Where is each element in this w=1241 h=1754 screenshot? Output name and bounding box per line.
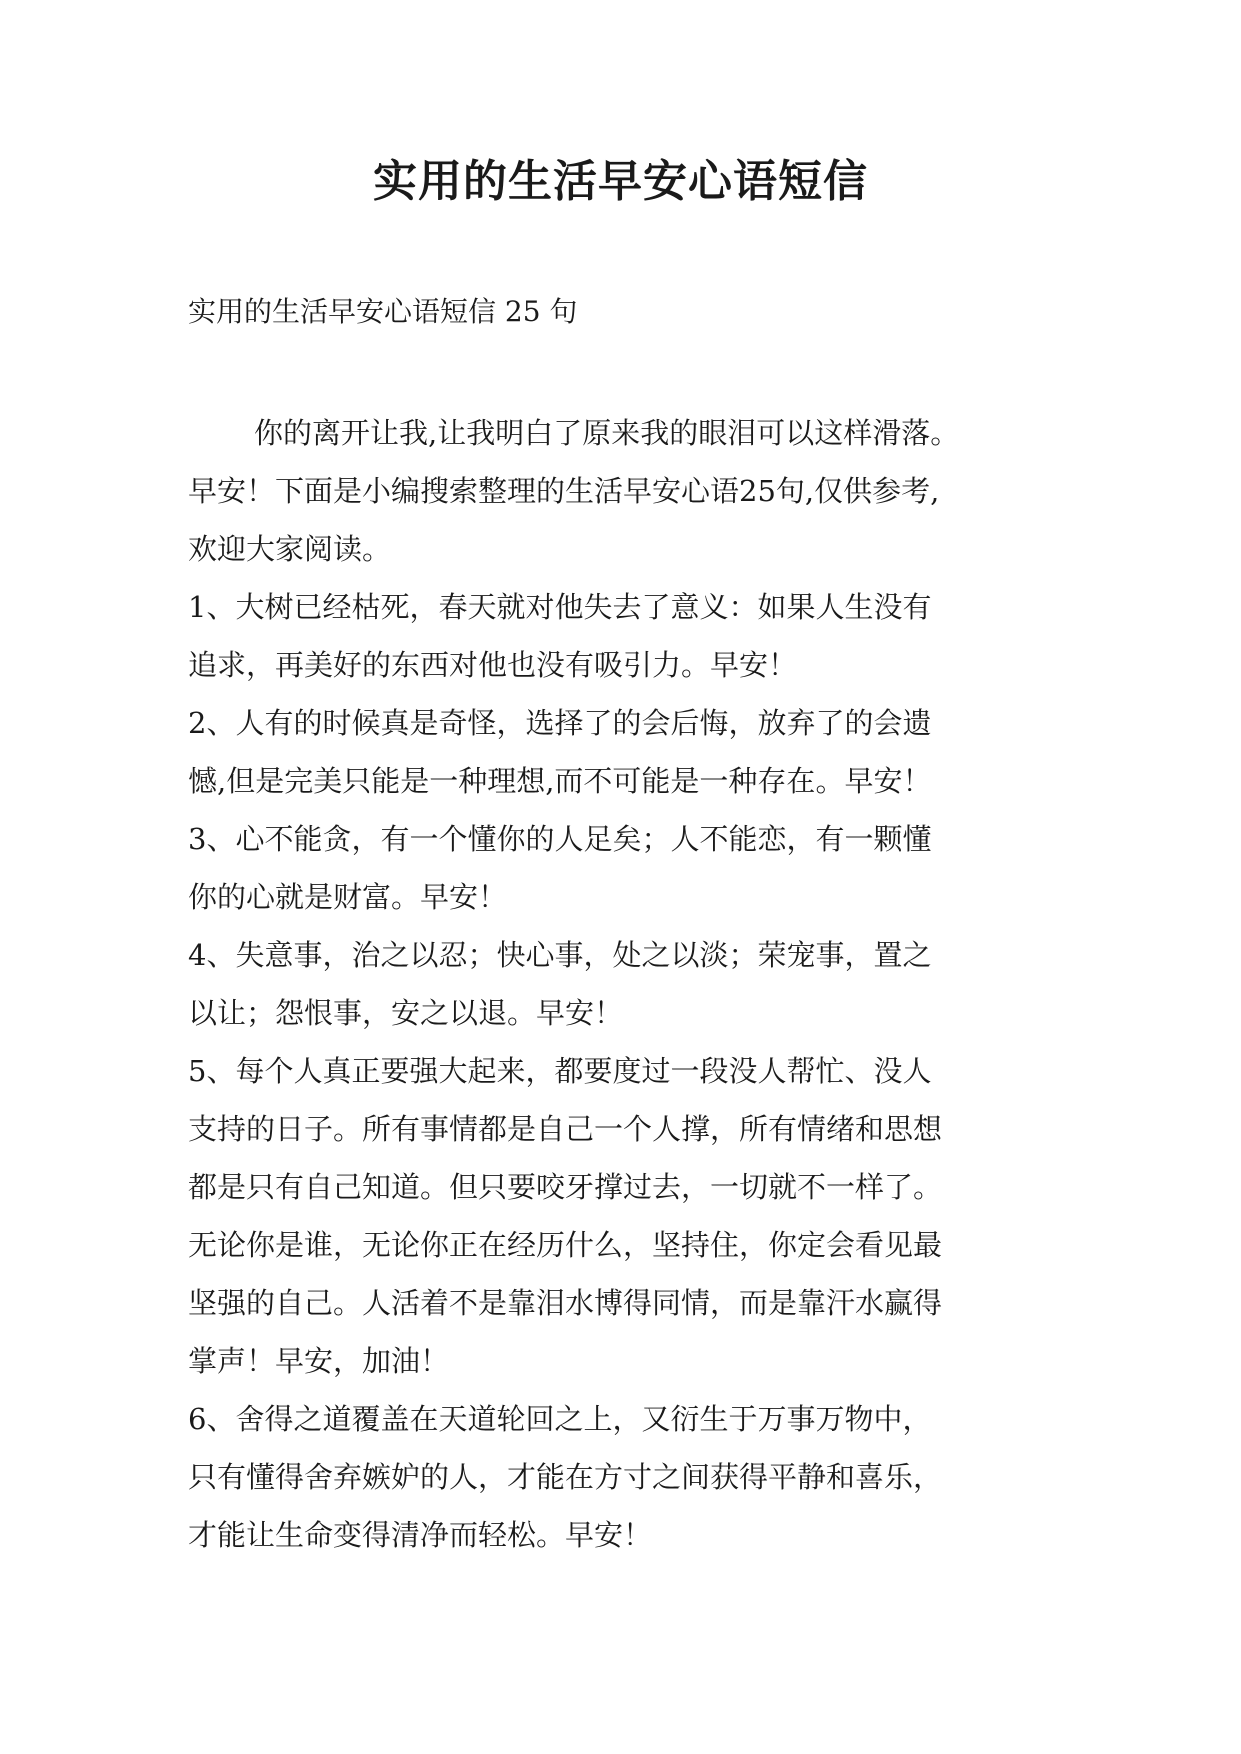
- body-line: 无论你是谁，无论你正在经历什么，坚持住，你定会看见最: [188, 1228, 943, 1262]
- body-line: 你的离开让我,让我明白了原来我的眼泪可以这样滑落。: [254, 416, 960, 450]
- body-line: 才能让生命变得清净而轻松。早安！: [188, 1518, 653, 1552]
- document-title: 实用的生活早安心语短信: [373, 156, 868, 207]
- body-line: 都是只有自己知道。但只要咬牙撑过去，一切就不一样了。: [188, 1170, 943, 1204]
- body-line: 早安！下面是小编搜索整理的生活早安心语25句,仅供参考,: [188, 474, 940, 508]
- body-line: 1、大树已经枯死，春天就对他失去了意义：如果人生没有: [188, 590, 932, 624]
- body-line: 追求，再美好的东西对他也没有吸引力。早安！: [188, 648, 798, 682]
- document-subtitle: 实用的生活早安心语短信 25 句: [188, 295, 578, 328]
- body-line: 6、舍得之道覆盖在天道轮回之上，又衍生于万事万物中，: [188, 1402, 932, 1436]
- body-line: 5、每个人真正要强大起来，都要度过一段没人帮忙、没人: [188, 1054, 932, 1088]
- body-line: 支持的日子。所有事情都是自己一个人撑，所有情绪和思想: [188, 1112, 943, 1146]
- body-line: 4、失意事，治之以忍；快心事，处之以淡；荣宠事，置之: [188, 938, 932, 972]
- body-line: 你的心就是财富。早安！: [188, 880, 508, 914]
- body-line: 憾,但是完美只能是一种理想,而不可能是一种存在。早安！: [188, 764, 932, 798]
- document-body: [188, 404, 1068, 1564]
- body-line: 坚强的自己。人活着不是靠泪水博得同情，而是靠汗水赢得: [188, 1286, 943, 1320]
- body-line: 2、人有的时候真是奇怪，选择了的会后悔，放弃了的会遗: [188, 706, 932, 740]
- body-line: 只有懂得舍弃嫉妒的人，才能在方寸之间获得平静和喜乐，: [188, 1460, 943, 1494]
- body-line: 3、心不能贪，有一个懂你的人足矣；人不能恋，有一颗懂: [188, 822, 932, 856]
- body-line: 以让；怨恨事，安之以退。早安！: [188, 996, 624, 1030]
- body-line: 掌声！早安，加油！: [188, 1344, 450, 1378]
- body-line: 欢迎大家阅读。: [188, 532, 392, 566]
